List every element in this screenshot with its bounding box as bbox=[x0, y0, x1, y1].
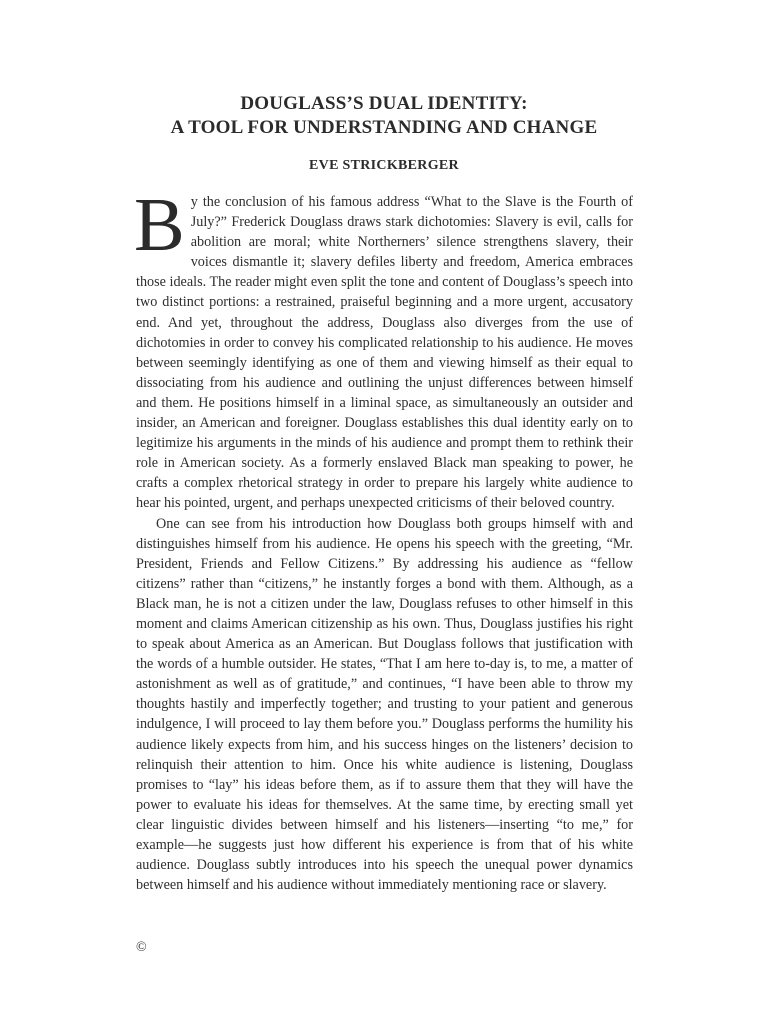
drop-cap: B bbox=[134, 183, 185, 267]
title-line-2: A TOOL FOR UNDERSTANDING AND CHANGE bbox=[170, 117, 598, 138]
copyright-mark: © bbox=[136, 940, 147, 955]
title-line-1: DOUGLASS’S DUAL IDENTITY: bbox=[240, 93, 528, 114]
paragraph-1 bbox=[134, 183, 633, 514]
paragraph-1-text: y the conclusion of his famous address “What to the Slave is the Fourth of July?” Frederick Douglass draws stark dichotomies: Slavery is evil, calls for abolition are moral; white Northerners’ silence strengthens slavery, their voices dismantle it; slavery defiles liberty and freedom, America embraces those ideals. The reader might even split the tone and content of Douglass’s speech into two distinct portions: a restrained, praiseful beginning and a more urgent, accusatory end. And yet, throughout the address, Douglass also diverges from the use of dichotomies in order to convey his complicated relationship to his audience. He moves between seemingly identifying as one of them and viewing himself as their equal to dissociating from his audience and outlining the unjust differences between himself and them. He positions himself in a liminal space, as simultaneously an outsider and insider, an American and foreigner. Douglass establishes this dual identity early on to legitimize his arguments in the minds of his audience and prompt them to rethink their role in American society. As a formerly enslaved Black man speaking to power, he crafts a complex rhetorical strategy in order to prepare his largely white audience to hear his pointed, urgent, and perhaps unexpected criticisms of their beloved country. bbox=[136, 194, 633, 512]
paragraph-2: One can see from his introduction how Douglass both groups himself with and distinguishes himself from his audience. He opens his speech with the greeting, “Mr. President, Friends and Fellow Citizens.” By addressing his audience as “fellow citizens” rather than “citizens,” he instantly forges a bond with them. Although, as a Black man, he is not a citizen under the law, Douglass refuses to other himself in this moment and claims American citizenship as his own. Thus, Douglass justifies his right to speak about America as an American. But Douglass follows that justification with the words of a humble outsider. He states, “That I am here to-day is, to me, a matter of astonishment as well as of gratitude,” and continues, “I have been able to throw my thoughts hastily and imperfectly together; and trusting to your patient and generous indulgence, I will proceed to lay them before you.” Douglass performs the humility his audience likely expects from him, and his success hinges on the listeners’ decision to relinquish their attention to him. Once his white audience is listening, Douglass promises to “lay” his ideas before them, as if to assure them that they will have the power to evaluate his ideas for themselves. At the same time, by erecting small yet clear linguistic divides between himself and his listeners—inserting “to me,” for example—he suggests just how different his experience is from that of his white audience. Douglass subtly introduces into his speech the unequal power dynamics between himself and his audience without immediately mentioning race or slavery. bbox=[136, 515, 633, 894]
article-body bbox=[134, 183, 633, 895]
article-title bbox=[0, 92, 768, 140]
author-name: EVE STRICKBERGER bbox=[309, 158, 459, 173]
